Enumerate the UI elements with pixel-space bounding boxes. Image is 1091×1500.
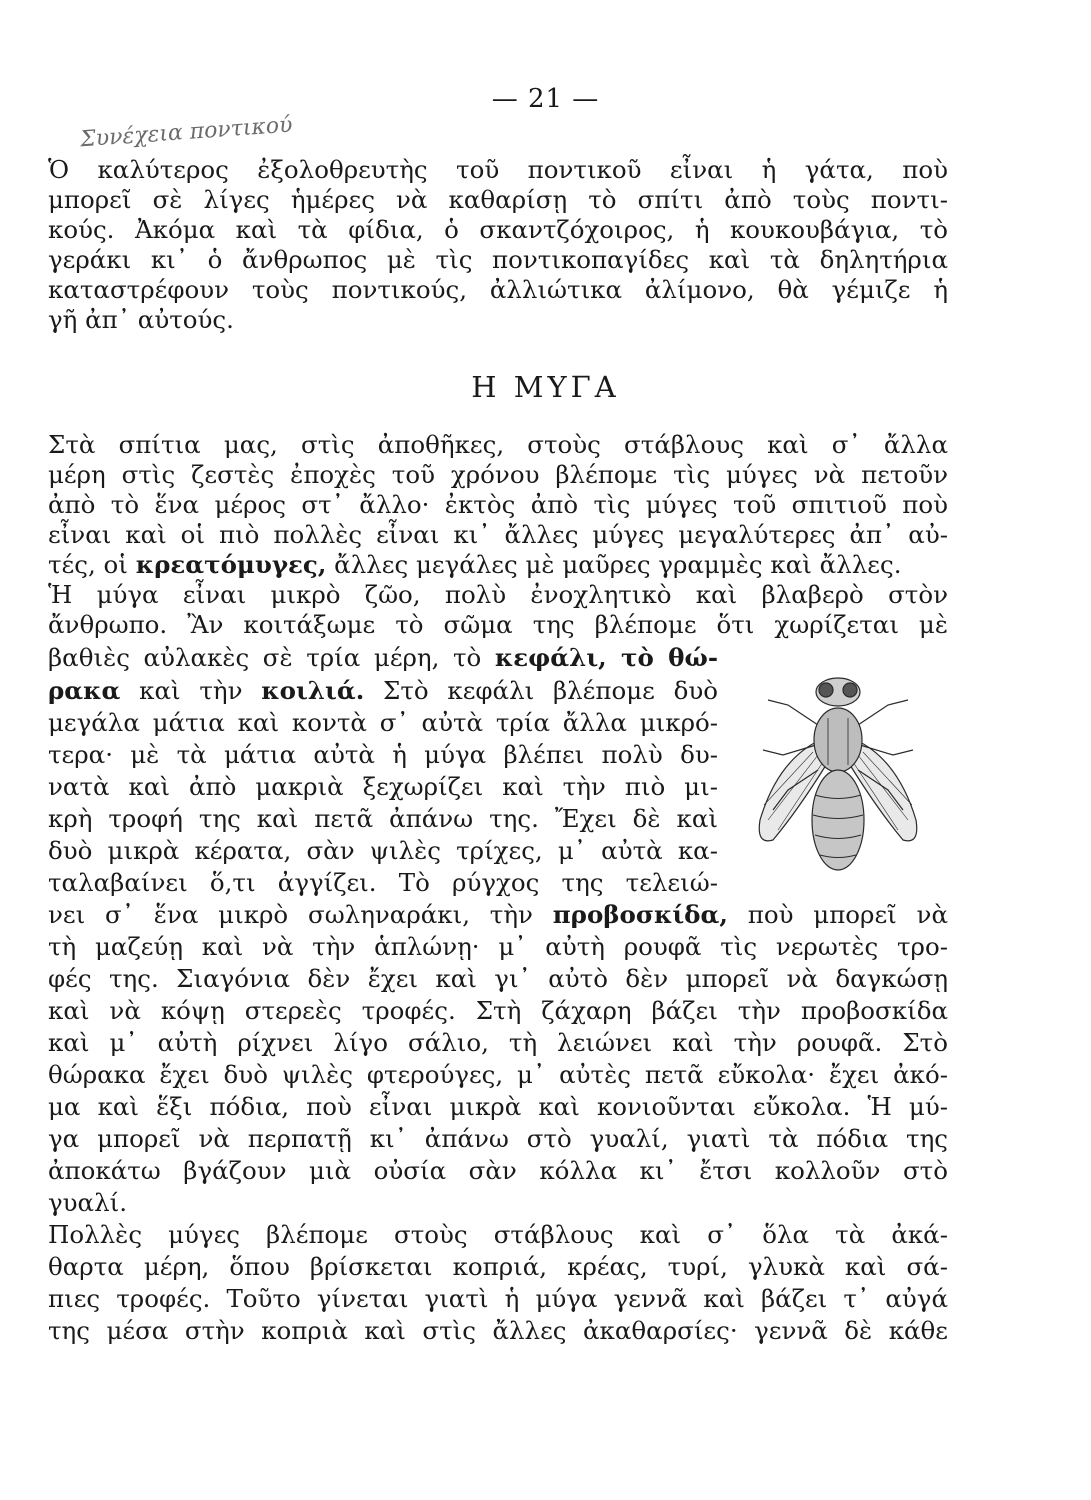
text-line: Ὁ καλύτερος ἐξολοθρευτὴς τοῦ ποντικοῦ εἶναι ἡ γάτα, ποὺ	[48, 155, 948, 184]
text-segment: βαθιὲς αὐλακὲς σὲ τρία μέρη, τὸ	[48, 643, 495, 672]
text-line	[48, 643, 718, 673]
text-line: νατὰ καὶ ἀπὸ μακριὰ ξεχωρίζει καὶ τὴν πιὸ μι-	[48, 772, 718, 801]
text-line: φές της. Σιαγόνια δὲν ἔχει καὶ γι᾿ αὐτὸ δὲν μπορεῖ νὰ δαγκώσῃ	[48, 964, 948, 993]
text-segment: ἄλλες μεγάλες μὲ μαῦρες γραμμὲς καὶ ἄλλες.	[326, 550, 902, 579]
text-line: ἀποκάτω βγάζουν μιὰ οὐσία σὰν κόλλα κι᾿ ἔτσι κολλοῦν στὸ	[48, 1156, 948, 1185]
text-line: ἀπὸ τὸ ἕνα μέρος στ᾿ ἄλλο· ἐκτὸς ἀπὸ τὶς μύγες τοῦ σπιτιοῦ ποὺ	[48, 490, 948, 519]
text-segment: Στὸ κεφάλι βλέπομε δυὸ	[364, 676, 718, 705]
text-line: της μέσα στὴν κοπριὰ καὶ στὶς ἄλλες ἀκαθαρσίες· γεννᾶ δὲ κάθε	[48, 1316, 948, 1345]
text-line: ταλαβαίνει ὅ,τι ἀγγίζει. Τὸ ρύγχος της τελειώ-	[48, 868, 718, 897]
text-line: πιες τροφές. Τοῦτο γίνεται γιατὶ ἡ μύγα γεννᾶ καὶ βάζει τ᾿ αὐγά	[48, 1284, 948, 1313]
bold-term: προβοσκίδα,	[552, 900, 728, 929]
bold-term: κεφάλι, τὸ θώ-	[494, 643, 718, 672]
bold-term: κρεατόμυγες,	[135, 550, 327, 579]
text-line: μέρη στὶς ζεστὲς ἐποχὲς τοῦ χρόνου βλέπομε τὶς μύγες νὰ πετοῦν	[48, 460, 948, 489]
text-line: μα καὶ ἕξι πόδια, ποὺ εἶναι μικρὰ καὶ κονιοῦνται εὔκολα. Ἡ μύ-	[48, 1092, 948, 1121]
text-line: καὶ μ᾿ αὐτὴ ρίχνει λίγο σάλιο, τὴ λειώνει καὶ τὴν ρουφᾶ. Στὸ	[48, 1028, 948, 1057]
text-line	[48, 676, 718, 706]
bold-term: κοιλιά.	[261, 676, 365, 705]
text-segment: καὶ τὴν	[120, 676, 262, 705]
text-line: μπορεῖ σὲ λίγες ἡμέρες νὰ καθαρίσῃ τὸ σπίτι ἀπὸ τοὺς ποντι-	[48, 185, 948, 214]
text-line: Πολλὲς μύγες βλέπομε στοὺς στάβλους καὶ σ᾿ ὅλα τὰ ἀκά-	[48, 1220, 948, 1249]
text-line: μεγάλα μάτια καὶ κοντὰ σ᾿ αὐτὰ τρία ἄλλα μικρό-	[48, 708, 718, 737]
text-line: γῆ ἀπ᾿ αὐτούς.	[48, 305, 234, 334]
page-number: — 21 —	[491, 84, 600, 114]
text-line: ἄνθρωπο. Ἂν κοιτάξωμε τὸ σῶμα της βλέπομε ὅτι χωρίζεται μὲ	[48, 610, 948, 639]
text-line: κρὴ τροφή της καὶ πετᾶ ἀπάνω της. Ἔχει δὲ καὶ	[48, 804, 718, 833]
text-line: γα μπορεῖ νὰ περπατῇ κι᾿ ἀπάνω στὸ γυαλί, γιατὶ τὰ πόδια της	[48, 1124, 948, 1153]
text-line: εἶναι καὶ οἱ πιὸ πολλὲς εἶναι κι᾿ ἄλλες μύγες μεγαλύτερες ἀπ᾿ αὐ-	[48, 520, 948, 549]
text-line: γεράκι κι᾿ ὁ ἄνθρωπος μὲ τὶς ποντικοπαγίδες καὶ τὰ δηλητήρια	[48, 245, 948, 274]
section-heading: Η ΜΥΓΑ	[471, 370, 620, 404]
handwritten-note: Συνέχεια ποντικού	[79, 112, 294, 153]
text-line: τὴ μαζεύῃ καὶ νὰ τὴν ἁπλώνῃ· μ᾿ αὐτὴ ρουφᾶ τὶς νερωτὲς τρο-	[48, 932, 948, 961]
text-line	[48, 550, 948, 580]
text-line: καὶ νὰ κόψῃ στερεὲς τροφές. Στὴ ζάχαρη βάζει τὴν προβοσκίδα	[48, 996, 948, 1025]
bold-term: ρακα	[48, 676, 121, 705]
text-line: δυὸ μικρὰ κέρατα, σὰν ψιλὲς τρίχες, μ᾿ αὐτὰ κα-	[48, 836, 718, 865]
text-segment: νει σ᾿ ἕνα μικρὸ σωληναράκι, τὴν	[48, 900, 553, 929]
text-segment: ποὺ μπορεῖ νὰ	[727, 900, 948, 929]
text-line: θαρτα μέρη, ὅπου βρίσκεται κοπριά, κρέας, τυρί, γλυκὰ καὶ σά-	[48, 1252, 948, 1281]
text-line: γυαλί.	[48, 1188, 128, 1217]
text-line: κούς. Ἀκόμα καὶ τὰ φίδια, ὁ σκαντζόχοιρος, ἡ κουκουβάγια, τὸ	[48, 215, 948, 244]
text-line: τερα· μὲ τὰ μάτια αὐτὰ ἡ μύγα βλέπει πολὺ δυ-	[48, 740, 718, 769]
text-line: θώρακα ἔχει δυὸ ψιλὲς φτερούγες, μ᾿ αὐτὲς πετᾶ εὔκολα· ἔχει ἀκό-	[48, 1060, 948, 1089]
text-line: Στὰ σπίτια μας, στὶς ἀποθῆκες, στοὺς στάβλους καὶ σ᾿ ἄλλα	[48, 430, 948, 459]
text-line: καταστρέφουν τοὺς ποντικούς, ἀλλιώτικα ἀλίμονο, θὰ γέμιζε ἡ	[48, 275, 948, 304]
fly-illustration	[738, 670, 938, 885]
text-segment: τές, οἱ	[48, 550, 136, 579]
text-line	[48, 900, 948, 930]
text-line: Ἡ μύγα εἶναι μικρὸ ζῶο, πολὺ ἐνοχλητικὸ καὶ βλαβερὸ στὸν	[48, 580, 948, 609]
